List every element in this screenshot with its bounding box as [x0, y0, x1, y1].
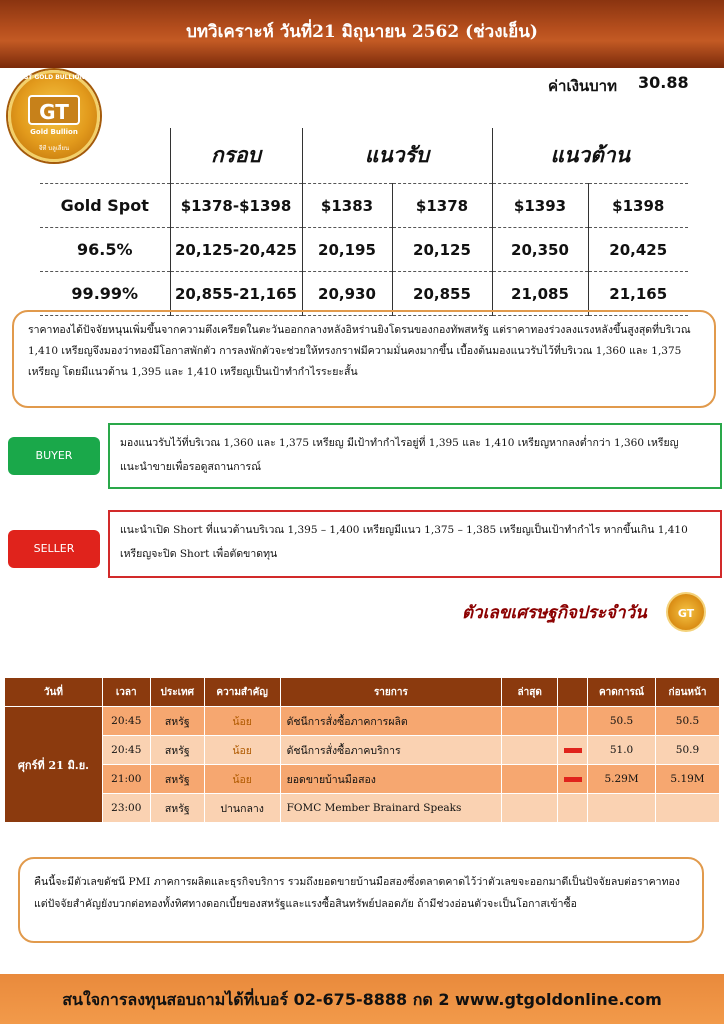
econ-header-row [5, 678, 720, 707]
support-2: 20,855 [392, 272, 492, 316]
logo-ring-bottom-text: จีที บลูเลี่ยน [38, 145, 70, 152]
econ-item: ดัชนีการสั่งซื้อภาคบริการ [280, 736, 502, 765]
col-forecast: คาดการณ์ [588, 678, 656, 707]
econ-latest [502, 736, 558, 765]
table-row [5, 707, 720, 736]
buyer-advice-box [108, 423, 722, 489]
seller-advice-box [108, 510, 722, 578]
resistance-2: 20,425 [588, 228, 688, 272]
exchange-rate-value: 30.88 [638, 73, 689, 92]
econ-country: สหรัฐ [150, 736, 204, 765]
econ-latest [502, 765, 558, 794]
price-table-header [40, 128, 688, 184]
analysis-box [12, 310, 716, 408]
econ-previous: 50.9 [656, 736, 720, 765]
econ-flag-cell [558, 794, 588, 823]
table-row [5, 765, 720, 794]
exchange-rate-label: ค่าเงินบาท [548, 77, 617, 95]
price-row-gold-spot [40, 184, 688, 228]
support-1: $1383 [302, 184, 392, 228]
analysis-text: ราคาทองได้ปัจจัยหนุนเพิ่มขึ้นจากความตึงเครียดในตะวันออกกลางหลังอิหร่านยิงโดรนของกองทัพสหรัฐ แต่ราคาทองร่วงลงแรงหลังขึ้นสูงสุดที่บริเวณ 1,410 เหรียญจึงมองว่าทองมีโอกาสพักตัว การลงพักตัวจะช่วยให้ทรงกราฟมีความมั่นคงมากขึ้น เบื้องต้นมองแนวรับไว้ที่บริเวณ 1,360 และ 1,375 เหรียญ โดยมีแนวต้าน 1,395 และ 1,410 เหรียญเป็นเป้าทำกำไรระยะสั้น [28, 324, 691, 378]
col-item: รายการ [280, 678, 502, 707]
econ-previous [656, 794, 720, 823]
econ-importance: น้อย [204, 765, 280, 794]
range-value: 20,855-21,165 [170, 272, 302, 316]
page-title: บทวิเคราะห์ วันที่21 มิถุนายน 2562 (ช่วงเย็น) [186, 22, 538, 42]
price-row-965 [40, 228, 688, 272]
col-flag [558, 678, 588, 707]
econ-forecast: 51.0 [588, 736, 656, 765]
resistance-2: $1398 [588, 184, 688, 228]
econ-flag-cell [558, 736, 588, 765]
row-label: 96.5% [40, 228, 170, 272]
econ-forecast [588, 794, 656, 823]
row-label: Gold Spot [40, 184, 170, 228]
buyer-advice-text: มองแนวรับไว้ที่บริเวณ 1,360 และ 1,375 เหรียญ มีเป้าทำกำไรอยู่ที่ 1,395 และ 1,410 เหรียญหากลงต่ำกว่า 1,360 เหรียญ แนะนำขายเพื่อรอดูสถานการณ์ [120, 437, 679, 473]
logo-subtitle: Gold Bullion [30, 128, 78, 136]
econ-item: ดัชนีการสั่งซื้อภาคการผลิต [280, 707, 502, 736]
econ-flag-cell [558, 765, 588, 794]
econ-time: 20:45 [102, 707, 150, 736]
header-support: แนวรับ [302, 128, 492, 184]
range-value: 20,125-20,425 [170, 228, 302, 272]
support-1: 20,930 [302, 272, 392, 316]
econ-calendar-table [4, 677, 720, 823]
econ-previous: 5.19M [656, 765, 720, 794]
support-1: 20,195 [302, 228, 392, 272]
econ-time: 20:45 [102, 736, 150, 765]
support-2: 20,125 [392, 228, 492, 272]
price-table-corner [40, 128, 170, 184]
table-row [5, 794, 720, 823]
price-table [40, 128, 688, 316]
econ-importance: น้อย [204, 707, 280, 736]
econ-logo: GT [666, 592, 706, 632]
resistance-1: $1393 [492, 184, 588, 228]
econ-importance: ปานกลาง [204, 794, 280, 823]
summary-text: คืนนี้จะมีตัวเลขดัชนี PMI ภาคการผลิตและธุรกิจบริการ รวมถึงยอดขายบ้านมือสองซึ่งตลาดคาดไว้ว่าตัวเลขจะออกมาดีเป็นปัจจัยลบต่อราคาทอง แต่ปัจจัยสำคัญยังบวกต่อทองทั้งทิศทางดอกเบี้ยของสหรัฐและแรงซื้อสินทรัพย์ปลอดภัย ถ้ามีช่วงอ่อนตัวจะเป็นโอกาสเข้าซื้อ [34, 876, 680, 910]
header-range: กรอบ [170, 128, 302, 184]
summary-box [18, 857, 704, 943]
econ-flag-cell [558, 707, 588, 736]
resistance-2: 21,165 [588, 272, 688, 316]
econ-forecast: 5.29M [588, 765, 656, 794]
negative-marker-icon [564, 777, 582, 782]
row-label: 99.99% [40, 272, 170, 316]
col-time: เวลา [102, 678, 150, 707]
seller-advice-text: แนะนำเปิด Short ที่แนวต้านบริเวณ 1,395 – 1,400 เหรียญมีแนว 1,375 – 1,385 เหรียญเป็นเป้าทำกำไร หากขึ้นเกิน 1,410 เหรียญจะปิด Short เพื่อตัดขาดทุน [120, 524, 688, 560]
econ-item: ยอดขายบ้านมือสอง [280, 765, 502, 794]
econ-country: สหรัฐ [150, 765, 204, 794]
resistance-1: 21,085 [492, 272, 588, 316]
support-2: $1378 [392, 184, 492, 228]
econ-latest [502, 707, 558, 736]
econ-calendar-title: ตัวเลขเศรษฐกิจประจำวัน [462, 603, 647, 623]
econ-time: 23:00 [102, 794, 150, 823]
header-resistance: แนวต้าน [492, 128, 688, 184]
buyer-badge: BUYER [8, 437, 100, 475]
price-row-9999 [40, 272, 688, 316]
negative-marker-icon [564, 748, 582, 753]
econ-country: สหรัฐ [150, 707, 204, 736]
econ-time: 21:00 [102, 765, 150, 794]
logo-ring-top-text: GT GOLD BULLION [23, 74, 85, 81]
econ-forecast: 50.5 [588, 707, 656, 736]
footer-contact: สนใจการลงทุนสอบถามได้ที่เบอร์ 02-675-8888 กด 2 www.gtgoldonline.com [62, 990, 662, 1009]
econ-latest [502, 794, 558, 823]
col-date: วันที่ [5, 678, 103, 707]
table-row [5, 736, 720, 765]
col-latest: ล่าสุด [502, 678, 558, 707]
econ-item: FOMC Member Brainard Speaks [280, 794, 502, 823]
col-importance: ความสำคัญ [204, 678, 280, 707]
econ-country: สหรัฐ [150, 794, 204, 823]
econ-date: ศุกร์ที่ 21 มิ.ย. [5, 707, 103, 823]
seller-badge: SELLER [8, 530, 100, 568]
col-previous: ก่อนหน้า [656, 678, 720, 707]
econ-previous: 50.5 [656, 707, 720, 736]
logo-mark: GT [28, 95, 80, 125]
range-value: $1378-$1398 [170, 184, 302, 228]
col-country: ประเทศ [150, 678, 204, 707]
econ-importance: น้อย [204, 736, 280, 765]
resistance-1: 20,350 [492, 228, 588, 272]
